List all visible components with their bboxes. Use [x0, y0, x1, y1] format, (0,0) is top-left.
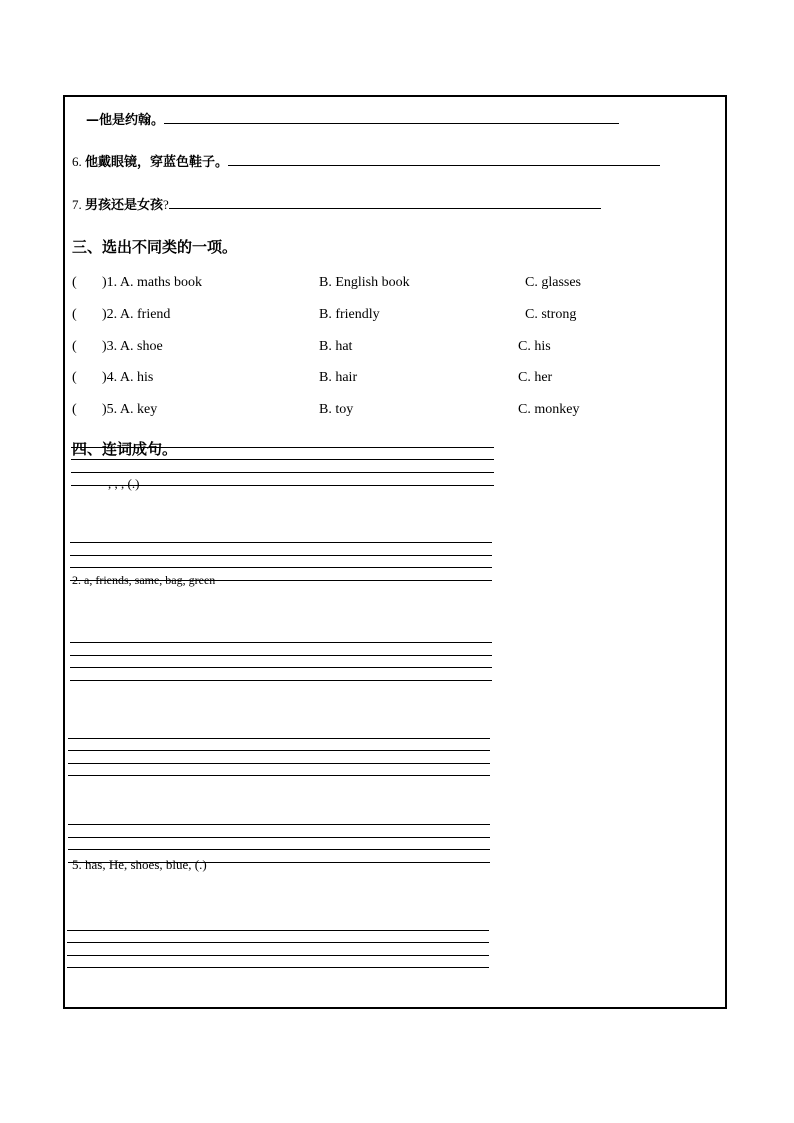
answer-paren[interactable]: (	[72, 307, 77, 322]
writing-line[interactable]	[68, 738, 490, 739]
answer-blank[interactable]	[164, 111, 619, 124]
answer-paren[interactable]: (	[72, 402, 77, 417]
answer-paren[interactable]: (	[72, 370, 77, 385]
answer-blank[interactable]	[169, 196, 601, 209]
option-b: B. friendly	[319, 307, 380, 322]
writing-line[interactable]	[67, 930, 489, 931]
writing-line[interactable]	[70, 680, 492, 681]
translation-item-7: 7. 男孩还是女孩?	[72, 196, 601, 214]
writing-line[interactable]	[71, 447, 494, 448]
writing-line[interactable]	[70, 655, 492, 656]
question-2-fragment: 2. a, friends, same, bag, green	[72, 573, 216, 587]
writing-line[interactable]	[68, 849, 490, 850]
writing-line[interactable]	[71, 459, 494, 460]
translation-item-prev: —他是约翰。	[86, 111, 619, 129]
answer-paren[interactable]: (	[72, 275, 77, 290]
question-1-fragment: , , , (.)	[108, 476, 140, 491]
translation-item-6: 6. 他戴眼镜，穿蓝色鞋子。	[72, 153, 660, 171]
writing-line[interactable]	[68, 775, 490, 776]
answer-blank[interactable]	[228, 153, 660, 166]
option-b: B. hat	[319, 339, 353, 354]
writing-line[interactable]	[71, 472, 494, 473]
section-3-heading: 三、选出不同类的一项。	[72, 238, 238, 256]
option-b: B. English book	[319, 275, 410, 290]
writing-line[interactable]	[70, 667, 492, 668]
answer-paren[interactable]: (	[72, 339, 77, 354]
writing-line[interactable]	[68, 837, 490, 838]
writing-line[interactable]	[68, 763, 490, 764]
option-c: C. glasses	[525, 275, 581, 290]
question-5-fragment: 5. has, He, shoes, blue, (.)	[72, 857, 207, 872]
option-c: C. her	[518, 370, 553, 385]
writing-line[interactable]	[67, 955, 489, 956]
option-c: C. his	[518, 339, 551, 354]
writing-line[interactable]	[70, 555, 492, 556]
option-b: B. hair	[319, 370, 358, 385]
writing-line[interactable]	[70, 567, 492, 568]
writing-line[interactable]	[67, 967, 489, 968]
section-4-heading: 四、连词成句。	[72, 440, 178, 458]
option-c: C. monkey	[518, 402, 580, 417]
writing-line[interactable]	[67, 942, 489, 943]
writing-line[interactable]	[68, 824, 490, 825]
writing-line[interactable]	[70, 642, 492, 643]
option-c: C. strong	[525, 307, 577, 322]
writing-line[interactable]	[68, 750, 490, 751]
writing-line[interactable]	[70, 542, 492, 543]
option-b: B. toy	[319, 402, 354, 417]
